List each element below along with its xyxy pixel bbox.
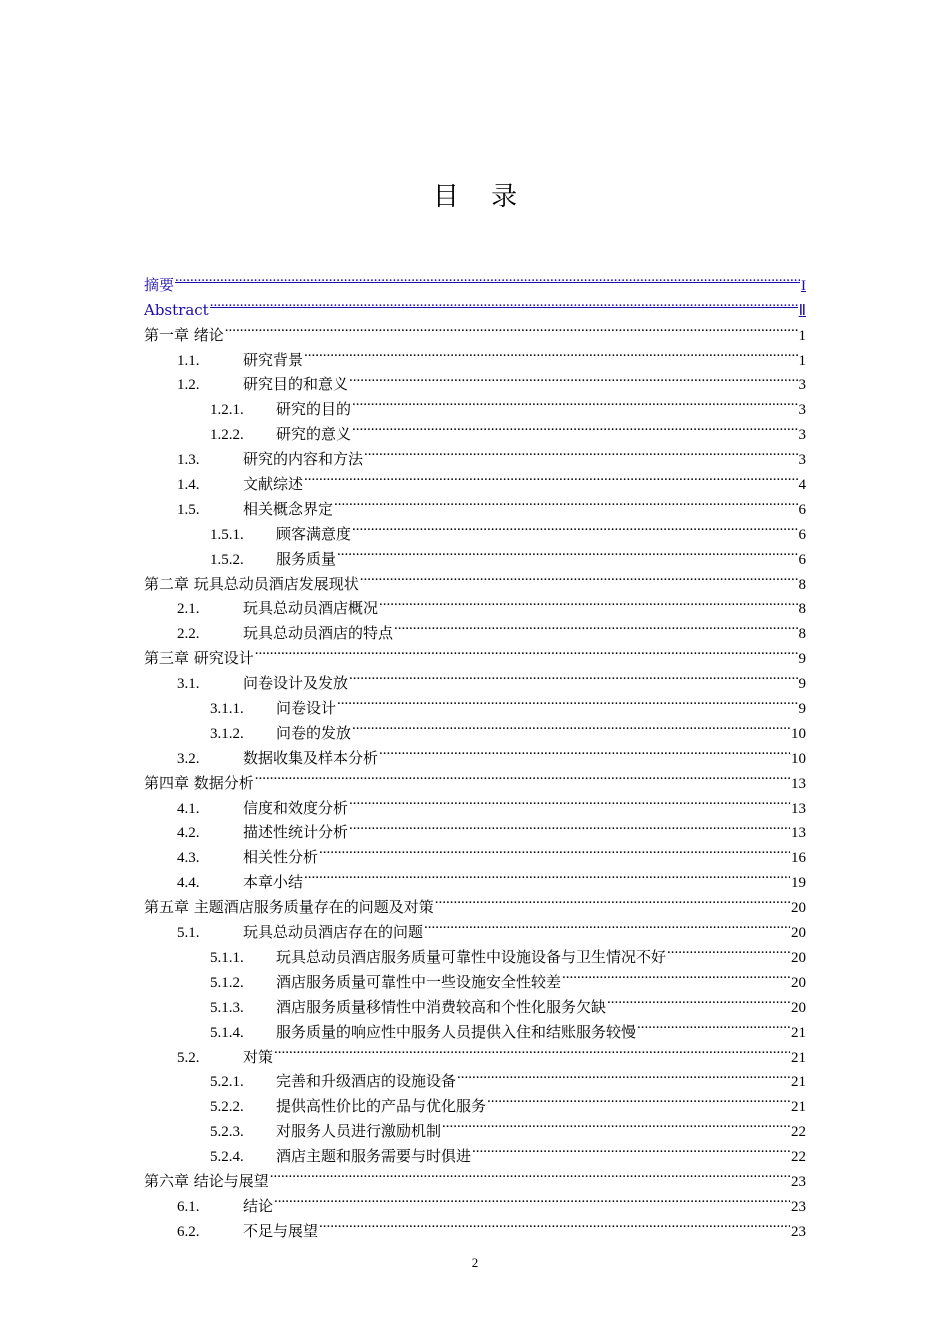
dot-leader (442, 1111, 790, 1136)
toc-entry-page: 21 (791, 1024, 806, 1041)
toc-entry-title: 玩具总动员酒店存在的问题 (243, 923, 424, 942)
toc-entry-number: 1.5. (177, 501, 200, 518)
toc-entry-page: 20 (791, 949, 806, 966)
toc-entry-page: 1 (798, 327, 806, 344)
toc-entry-page: 8 (798, 626, 806, 643)
toc-entry-number: 4.4. (177, 875, 200, 892)
toc-entry-title: 提供高性价比的产品与优化服务 (276, 1097, 487, 1116)
toc-entry-title: 完善和升级酒店的设施设备 (276, 1072, 457, 1091)
toc-entry-page: 20 (791, 999, 806, 1016)
toc-entry-page: 3 (798, 377, 806, 394)
toc-entry-title: 本章小结 (243, 873, 304, 892)
dot-leader (352, 389, 797, 414)
toc-entry-page: 22 (791, 1149, 806, 1166)
toc-entry-page: 23 (791, 1223, 806, 1240)
dot-leader (210, 290, 798, 315)
dot-leader (274, 1186, 790, 1211)
toc-entry-page: Ⅱ (798, 302, 806, 319)
toc-entry-title: 第四章 数据分析 (144, 773, 254, 792)
dot-leader (337, 539, 797, 564)
toc-entry-title: 酒店服务质量移情性中消费较高和个性化服务欠缺 (276, 997, 607, 1016)
toc-entry-title: 玩具总动员酒店概况 (243, 599, 379, 618)
toc-entry-title: 对策 (243, 1047, 274, 1066)
toc-entry-page: 21 (791, 1049, 806, 1066)
toc-entry-page: 9 (798, 701, 806, 718)
toc-entry-number: 3.1. (177, 676, 200, 693)
dot-leader (379, 738, 790, 763)
toc-entry-title: 相关概念界定 (243, 499, 334, 518)
toc-entry-title: Abstract (144, 300, 209, 319)
dot-leader (667, 937, 790, 962)
toc-entry-page: 19 (791, 875, 806, 892)
toc-entry-number: 5.2.4. (210, 1149, 244, 1166)
toc-entry-page: 9 (798, 651, 806, 668)
toc-entry-title: 数据收集及样本分析 (243, 748, 379, 767)
toc-entry-title: 信度和效度分析 (243, 798, 349, 817)
dot-leader (319, 1211, 790, 1236)
toc-entry-page: 3 (798, 402, 806, 419)
toc-entry-page: 9 (798, 676, 806, 693)
toc-entry-title: 玩具总动员酒店的特点 (243, 624, 394, 643)
dot-leader (349, 788, 790, 813)
dot-leader (637, 1012, 790, 1037)
toc-entry-title: 酒店服务质量可靠性中一些设施安全性较差 (276, 972, 562, 991)
toc-entry-page: 21 (791, 1099, 806, 1116)
toc-entry-title: 第一章 绪论 (144, 325, 224, 344)
toc-entry-title: 第三章 研究设计 (144, 649, 254, 668)
toc-entry-number: 1.2. (177, 377, 200, 394)
toc-entry-title: 研究的内容和方法 (243, 450, 364, 469)
toc-entry-page: I (801, 277, 806, 294)
dot-leader (225, 315, 798, 340)
dot-leader (349, 365, 797, 390)
toc-entry-page: 23 (791, 1198, 806, 1215)
toc-entry-title: 服务质量 (276, 549, 337, 568)
toc-entry-title: 酒店主题和服务需要与时俱进 (276, 1147, 472, 1166)
toc-entry-page: 23 (791, 1173, 806, 1190)
dot-leader (424, 912, 790, 937)
page-number: 2 (471, 1255, 479, 1270)
dot-leader (435, 887, 790, 912)
toc-entry[interactable] (144, 265, 806, 294)
toc-entry-number: 1.2.1. (210, 402, 244, 419)
toc-entry[interactable] (144, 340, 806, 369)
toc-entry-number: 5.1.1. (210, 949, 244, 966)
toc-entry-page: 22 (791, 1124, 806, 1141)
toc-entry-page: 16 (791, 850, 806, 867)
dot-leader (379, 589, 797, 614)
toc-entry-page: 20 (791, 974, 806, 991)
toc-entry-page: 6 (798, 526, 806, 543)
dot-leader (319, 837, 790, 862)
toc-entry-title: 第五章 主题酒店服务质量存在的问题及对策 (144, 898, 434, 917)
toc-entry-number: 2.2. (177, 626, 200, 643)
toc-entry[interactable] (144, 315, 806, 344)
toc-entry-number: 5.1. (177, 925, 200, 942)
toc-entry-title: 第二章 玩具总动员酒店发展现状 (144, 574, 359, 593)
toc-entry-title: 研究的目的 (276, 400, 352, 419)
dot-leader (352, 713, 790, 738)
dot-leader (352, 414, 797, 439)
toc-entry-title: 问卷设计及发放 (243, 674, 349, 693)
dot-leader (255, 763, 790, 788)
toc-entry-page: 8 (798, 576, 806, 593)
dot-leader (274, 1037, 790, 1062)
toc-entry-page: 20 (791, 900, 806, 917)
dot-leader (457, 1062, 790, 1087)
toc-entry-page: 4 (798, 477, 806, 494)
dot-leader (349, 663, 797, 688)
toc-entry-page: 3 (798, 427, 806, 444)
toc-entry-number: 5.2.2. (210, 1099, 244, 1116)
dot-leader (562, 962, 790, 987)
dot-leader (364, 439, 797, 464)
toc-entry-title: 研究背景 (243, 350, 304, 369)
dot-leader (175, 265, 800, 290)
page-title: 目 录 (432, 182, 530, 212)
toc-entry-page: 3 (798, 452, 806, 469)
toc-entry-number: 1.5.2. (210, 551, 244, 568)
toc-entry-page: 13 (791, 800, 806, 817)
toc-entry-title: 不足与展望 (243, 1221, 319, 1240)
toc-entry-number: 1.2.2. (210, 427, 244, 444)
dot-leader (487, 1086, 790, 1111)
dot-leader (349, 813, 790, 838)
toc-entry-number: 3.1.1. (210, 701, 244, 718)
dot-leader (360, 564, 798, 589)
toc-entry-number: 1.5.1. (210, 526, 244, 543)
toc-entry-title: 问卷设计 (276, 699, 337, 718)
toc-entry-page: 1 (798, 352, 806, 369)
toc-entry-page: 20 (791, 925, 806, 942)
dot-leader (304, 464, 797, 489)
dot-leader (270, 1161, 790, 1186)
dot-leader (394, 613, 797, 638)
toc-entry-number: 1.1. (177, 352, 200, 369)
toc-entry-page: 6 (798, 551, 806, 568)
toc-entry-title: 描述性统计分析 (243, 823, 349, 842)
toc-entry-title: 相关性分析 (243, 848, 319, 867)
toc-entry-number: 5.2.3. (210, 1124, 244, 1141)
dot-leader (255, 638, 798, 663)
toc-entry-number: 5.2. (177, 1049, 200, 1066)
toc-entry-page: 13 (791, 775, 806, 792)
toc-entry-title: 服务质量的响应性中服务人员提供入住和结账服务较慢 (276, 1022, 637, 1041)
toc-entry-page: 13 (791, 825, 806, 842)
toc-entry-title: 顾客满意度 (276, 524, 352, 543)
toc-entry-number: 1.4. (177, 477, 200, 494)
toc-entry-title: 研究目的和意义 (243, 375, 349, 394)
toc-entry-number: 6.2. (177, 1223, 200, 1240)
toc-entry-page: 21 (791, 1074, 806, 1091)
toc-entry-number: 5.1.3. (210, 999, 244, 1016)
toc-entry-number: 5.1.2. (210, 974, 244, 991)
toc-entry-page: 10 (791, 725, 806, 742)
toc-entry-page: 8 (798, 601, 806, 618)
dot-leader (334, 489, 797, 514)
toc-entry-number: 4.2. (177, 825, 200, 842)
toc-entry-page: 6 (798, 501, 806, 518)
toc-entry-title: 摘要 (144, 275, 175, 294)
toc-entry-page: 10 (791, 750, 806, 767)
dot-leader (352, 514, 797, 539)
toc-entry-number: 4.1. (177, 800, 200, 817)
toc-entry[interactable] (144, 290, 806, 319)
toc-entry-number: 3.1.2. (210, 725, 244, 742)
toc-entry-number: 5.1.4. (210, 1024, 244, 1041)
toc-entry-title: 对服务人员进行激励机制 (276, 1122, 442, 1141)
toc-entry-number: 4.3. (177, 850, 200, 867)
toc-entry-number: 1.3. (177, 452, 200, 469)
toc-entry-title: 玩具总动员酒店服务质量可靠性中设施设备与卫生情况不好 (276, 947, 667, 966)
toc-entry-title: 问卷的发放 (276, 723, 352, 742)
toc-entry-title: 研究的意义 (276, 425, 352, 444)
dot-leader (337, 688, 797, 713)
dot-leader (607, 987, 790, 1012)
dot-leader (304, 340, 797, 365)
toc-entry-number: 5.2.1. (210, 1074, 244, 1091)
dot-leader (304, 862, 790, 887)
dot-leader (472, 1136, 790, 1161)
toc-entry-title: 文献综述 (243, 475, 304, 494)
toc-entry-number: 3.2. (177, 750, 200, 767)
toc-entry-title: 第六章 结论与展望 (144, 1171, 269, 1190)
toc-entry-number: 2.1. (177, 601, 200, 618)
toc-entry-title: 结论 (243, 1196, 274, 1215)
toc-entry-number: 6.1. (177, 1198, 200, 1215)
table-of-contents (144, 265, 806, 1240)
